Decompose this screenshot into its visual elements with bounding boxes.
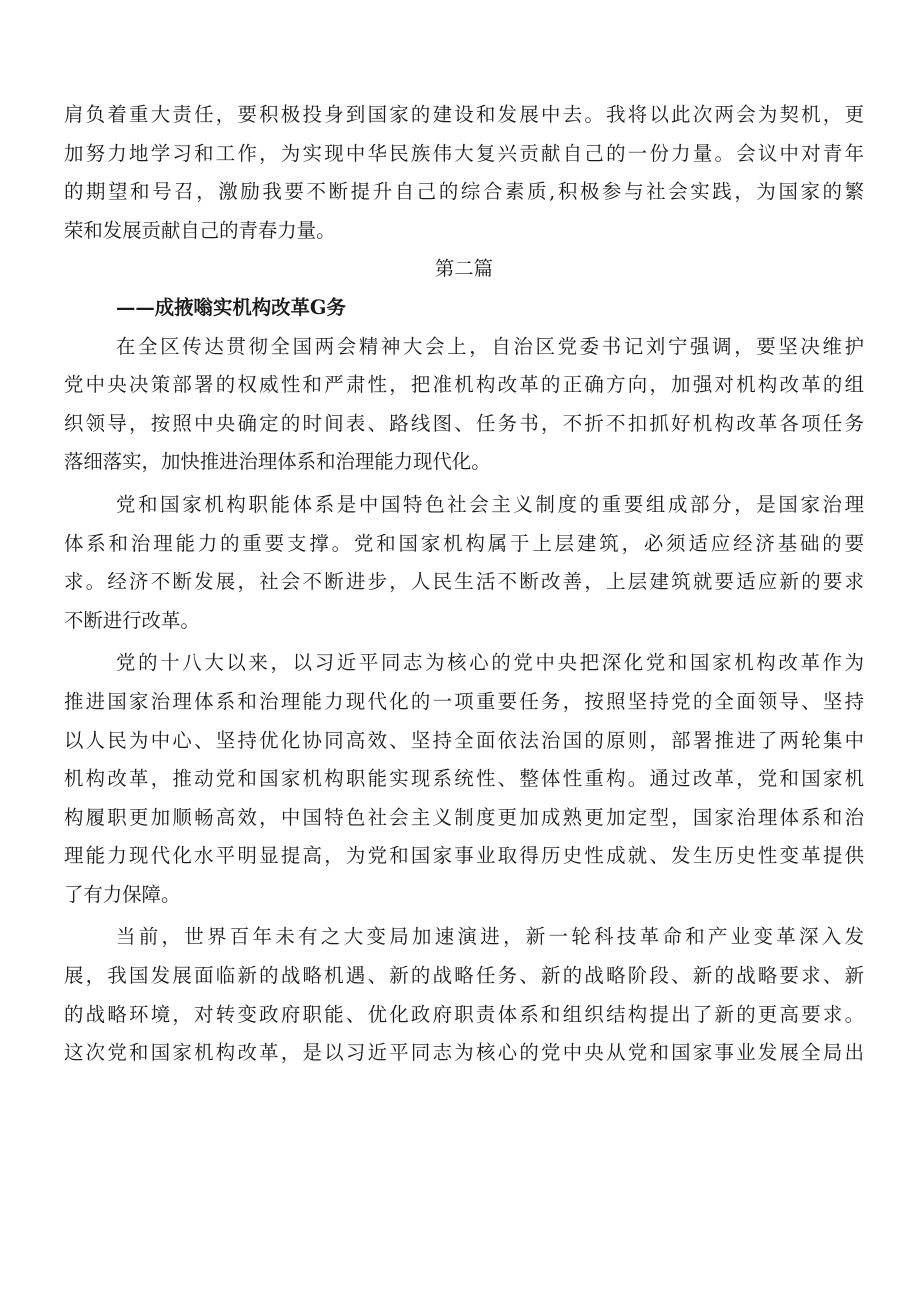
text-line: 展，我国发展面临新的战略机遇、新的战略任务、新的战略阶段、新的战略要求、新: [64, 964, 864, 988]
text-line: 肩负着重大责任，要积极投身到国家的建设和发展中去。我将以此次两会为契机，更: [64, 103, 864, 126]
paragraph-1: [64, 328, 864, 482]
text-line: 党和国家机构职能体系是中国特色社会主义制度的重要组成部分，是国家治理: [116, 492, 864, 516]
text-line: 以人民为中心、坚持优化协同高效、坚持全面依法治国的原则，部署推进了两轮集中: [64, 728, 864, 752]
document-page: [64, 96, 864, 1073]
text-line: 当前，世界百年未有之大变局加速演进，新一轮科技革命和产业变革深入发: [116, 925, 864, 949]
text-line: 的战略环境，对转变政府职能、优化政府职责体系和组织结构提出了新的更高要求。: [64, 1002, 864, 1026]
text-line: 不断进行改革。: [64, 608, 200, 632]
text-line: 荣和发展贡献自己的青春力量。: [64, 218, 336, 242]
section-heading: 第二篇: [434, 257, 494, 281]
intro-paragraph: [64, 96, 864, 250]
text-line: 求。经济不断发展，社会不断进步，人民生活不断改善，上层建筑就要适应新的要求: [64, 570, 864, 594]
text-line: 织领导，按照中央确定的时间表、路线图、任务书，不折不扣抓好机构改革各项任务: [64, 411, 864, 435]
text-line: 理能力现代化水平明显提高，为党和国家事业取得历史性成就、发生历史性变革提供: [64, 844, 864, 868]
text-line: 加努力地学习和工作，为实现中华民族伟大复兴贡献自己的一份力量。会议中对青年: [64, 141, 864, 165]
text-line: 落细落实，加快推进治理体系和治理能力现代化。: [64, 450, 491, 474]
text-line: 的期望和号召，激励我要不断提升自己的综合素质,积极参与社会实践，为国家的繁: [64, 180, 864, 204]
text-line: 在全区传达贯彻全国两会精神大会上，自治区党委书记刘宁强调，要坚决维护: [116, 334, 864, 358]
text-line: 构履职更加顺畅高效，中国特色社会主义制度更加成熟更加定型，国家治理体系和治: [64, 805, 864, 829]
section-subtitle: ——成掖嗡实机构改革G务: [116, 295, 346, 319]
text-line: 了有力保障。: [64, 882, 181, 906]
text-line: 机构改革，推动党和国家机构职能实现系统性、整体性重构。通过改革，党和国家机: [64, 767, 864, 791]
text-line: 这次党和国家机构改革，是以习近平同志为核心的党中央从党和国家事业发展全局出: [64, 1041, 864, 1065]
paragraph-4: [64, 918, 864, 1072]
text-line: 党中央决策部署的权威性和严肃性，把准机构改革的正确方向，加强对机构改革的组: [64, 373, 864, 397]
text-line: 体系和治理能力的重要支撑。党和国家机构属于上层建筑，必须适应经济基础的要: [64, 531, 864, 555]
paragraph-3: [64, 644, 864, 914]
text-line: 党的十八大以来，以习近平同志为核心的党中央把深化党和国家机构改革作为: [116, 651, 864, 675]
paragraph-2: [64, 486, 864, 640]
text-line: 推进国家治理体系和治理能力现代化的一项重要任务，按照坚持党的全面领导、坚持: [64, 689, 864, 713]
